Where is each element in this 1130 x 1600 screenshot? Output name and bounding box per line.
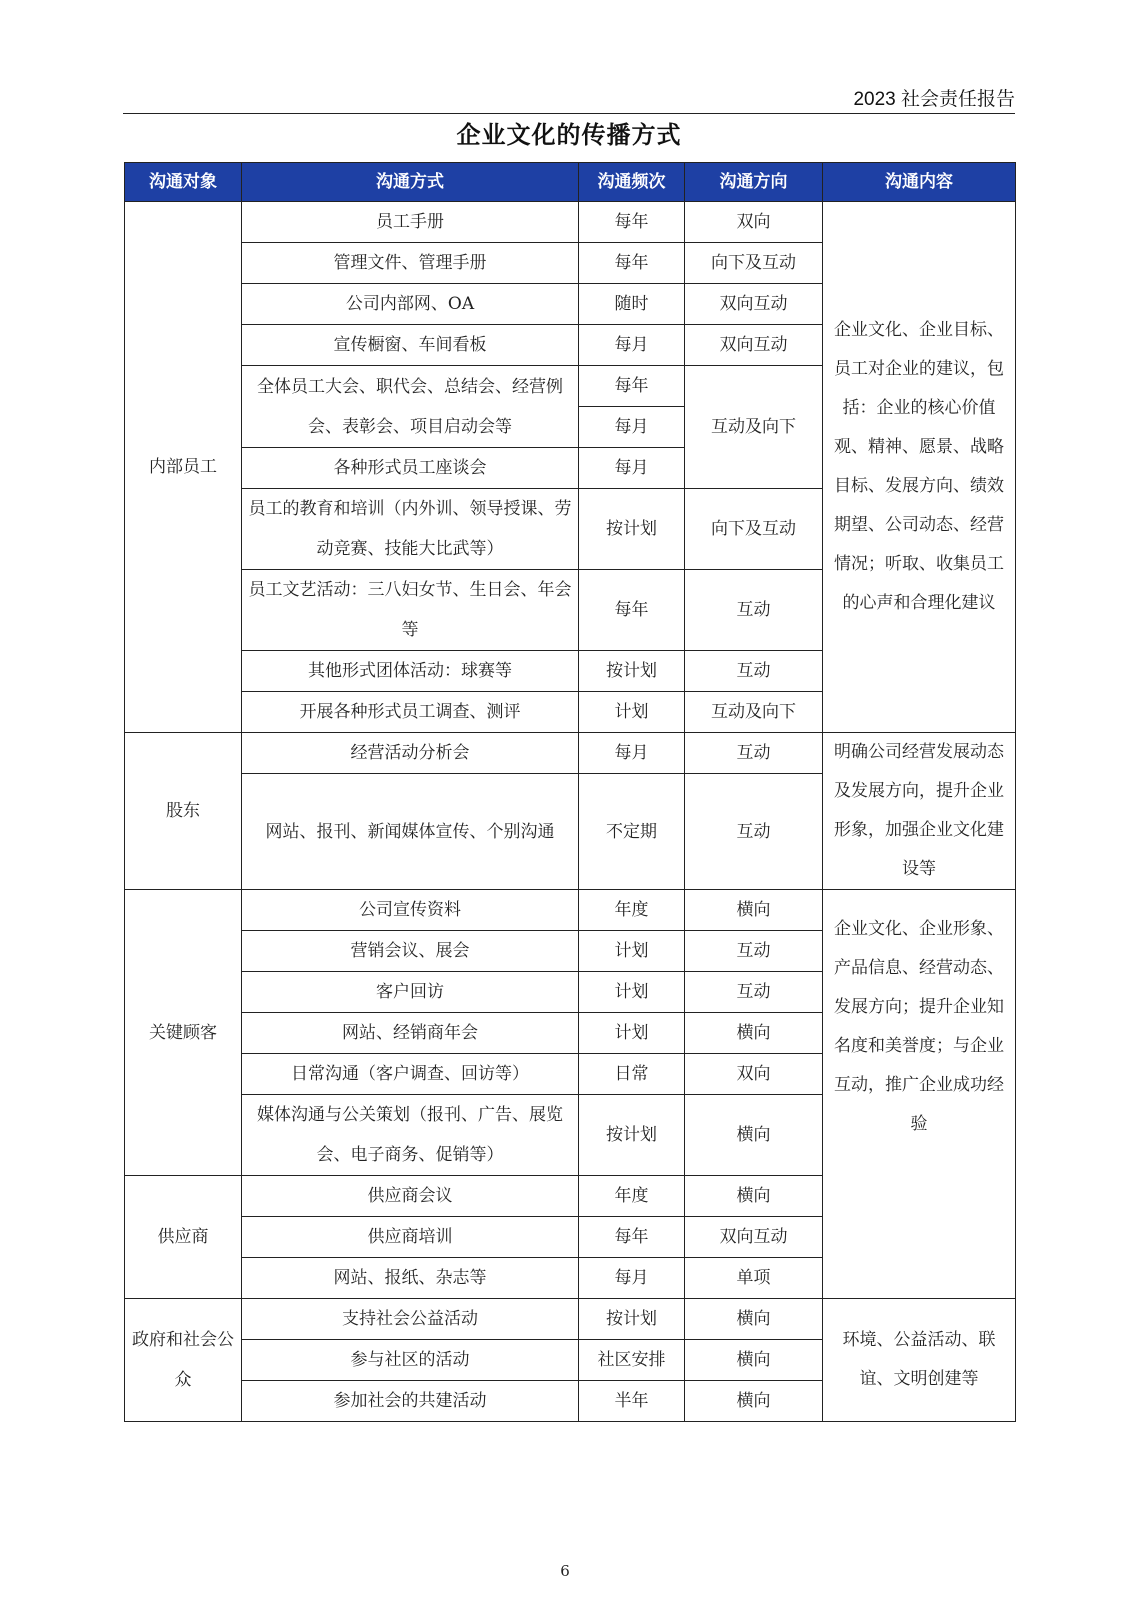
content-cell: 明确公司经营发展动态及发展方向，提升企业形象，加强企业文化建设等: [823, 733, 1016, 890]
frequency-cell: 每年: [579, 366, 685, 407]
frequency-cell: 按计划: [579, 651, 685, 692]
method-cell: 宣传橱窗、车间看板: [242, 325, 579, 366]
target-cell: 政府和社会公众: [125, 1299, 242, 1422]
method-cell: 参加社会的共建活动: [242, 1381, 579, 1422]
content-cell: 企业文化、企业目标、员工对企业的建议，包括：企业的核心价值观、精神、愿景、战略目标、发展方向、绩效期望、公司动态、经营情况；听取、收集员工的心声和合理化建议: [823, 202, 1016, 733]
direction-cell: 横向: [685, 1013, 823, 1054]
direction-cell: 横向: [685, 1176, 823, 1217]
frequency-cell: 按计划: [579, 1095, 685, 1176]
target-cell: 内部员工: [125, 202, 242, 733]
frequency-cell: 计划: [579, 972, 685, 1013]
method-cell: 公司宣传资料: [242, 890, 579, 931]
column-header: 沟通内容: [823, 163, 1016, 202]
method-cell: 网站、报纸、杂志等: [242, 1258, 579, 1299]
method-cell: 各种形式员工座谈会: [242, 448, 579, 489]
method-cell: 公司内部网、OA: [242, 284, 579, 325]
frequency-cell: 不定期: [579, 774, 685, 890]
table-header-row: [125, 163, 1016, 202]
direction-cell: 互动: [685, 570, 823, 651]
column-header: 沟通方式: [242, 163, 579, 202]
frequency-cell: 按计划: [579, 489, 685, 570]
direction-cell: 互动及向下: [685, 692, 823, 733]
method-cell: 其他形式团体活动：球赛等: [242, 651, 579, 692]
content-cell: 企业文化、企业形象、产品信息、经营动态、发展方向；提升企业知名度和美誉度；与企业互动，推广企业成功经验: [823, 890, 1016, 1299]
direction-cell: 互动: [685, 931, 823, 972]
frequency-cell: 计划: [579, 931, 685, 972]
target-cell: 供应商: [125, 1176, 242, 1299]
report-header-title: 2023 社会责任报告: [853, 89, 1015, 110]
frequency-cell: 每年: [579, 570, 685, 651]
frequency-cell: 半年: [579, 1381, 685, 1422]
direction-cell: 互动: [685, 972, 823, 1013]
frequency-cell: 每年: [579, 202, 685, 243]
frequency-cell: 计划: [579, 1013, 685, 1054]
table-row: [125, 890, 1016, 931]
content-cell: 环境、公益活动、联谊、文明创建等: [823, 1299, 1016, 1422]
method-cell: 员工文艺活动：三八妇女节、生日会、年会等: [242, 570, 579, 651]
frequency-cell: 计划: [579, 692, 685, 733]
method-cell: 网站、报刊、新闻媒体宣传、个别沟通: [242, 774, 579, 890]
method-cell: 经营活动分析会: [242, 733, 579, 774]
direction-cell: 双向: [685, 1054, 823, 1095]
direction-cell: 向下及互动: [685, 489, 823, 570]
direction-cell: 互动: [685, 651, 823, 692]
frequency-cell: 年度: [579, 1176, 685, 1217]
direction-cell: 单项: [685, 1258, 823, 1299]
frequency-cell: 社区安排: [579, 1340, 685, 1381]
method-cell: 媒体沟通与公关策划（报刊、广告、展览会、电子商务、促销等）: [242, 1095, 579, 1176]
method-cell: 客户回访: [242, 972, 579, 1013]
frequency-cell: 按计划: [579, 1299, 685, 1340]
frequency-cell: 每月: [579, 407, 685, 448]
direction-cell: 横向: [685, 890, 823, 931]
column-header: 沟通方向: [685, 163, 823, 202]
target-cell: 关键顾客: [125, 890, 242, 1176]
header-divider: [123, 113, 1015, 114]
method-cell: 员工的教育和培训（内外训、领导授课、劳动竞赛、技能大比武等）: [242, 489, 579, 570]
method-cell: 日常沟通（客户调查、回访等）: [242, 1054, 579, 1095]
frequency-cell: 每月: [579, 733, 685, 774]
direction-cell: 横向: [685, 1381, 823, 1422]
direction-cell: 双向互动: [685, 325, 823, 366]
direction-cell: 双向互动: [685, 284, 823, 325]
frequency-cell: 每年: [579, 1217, 685, 1258]
direction-cell: 向下及互动: [685, 243, 823, 284]
direction-cell: 横向: [685, 1340, 823, 1381]
table-row: [125, 733, 1016, 774]
method-cell: 营销会议、展会: [242, 931, 579, 972]
column-header: 沟通对象: [125, 163, 242, 202]
frequency-cell: 每年: [579, 243, 685, 284]
method-cell: 供应商培训: [242, 1217, 579, 1258]
direction-cell: 互动: [685, 733, 823, 774]
communication-table: [124, 162, 1016, 1422]
table-row: [125, 202, 1016, 243]
direction-cell: 横向: [685, 1095, 823, 1176]
method-cell: 开展各种形式员工调查、测评: [242, 692, 579, 733]
method-cell: 管理文件、管理手册: [242, 243, 579, 284]
method-cell: 参与社区的活动: [242, 1340, 579, 1381]
method-cell: 网站、经销商年会: [242, 1013, 579, 1054]
page-number: 6: [560, 1562, 570, 1580]
table-row: [125, 1299, 1016, 1340]
direction-cell: 互动及向下: [685, 366, 823, 489]
direction-cell: 互动: [685, 774, 823, 890]
direction-cell: 双向: [685, 202, 823, 243]
frequency-cell: 每月: [579, 325, 685, 366]
frequency-cell: 日常: [579, 1054, 685, 1095]
method-cell: 全体员工大会、职代会、总结会、经营例会、表彰会、项目启动会等: [242, 366, 579, 448]
frequency-cell: 每月: [579, 448, 685, 489]
frequency-cell: 年度: [579, 890, 685, 931]
table-title: 企业文化的传播方式: [456, 121, 682, 149]
direction-cell: 横向: [685, 1299, 823, 1340]
frequency-cell: 随时: [579, 284, 685, 325]
target-cell: 股东: [125, 733, 242, 890]
method-cell: 支持社会公益活动: [242, 1299, 579, 1340]
frequency-cell: 每月: [579, 1258, 685, 1299]
method-cell: 员工手册: [242, 202, 579, 243]
direction-cell: 双向互动: [685, 1217, 823, 1258]
column-header: 沟通频次: [579, 163, 685, 202]
method-cell: 供应商会议: [242, 1176, 579, 1217]
